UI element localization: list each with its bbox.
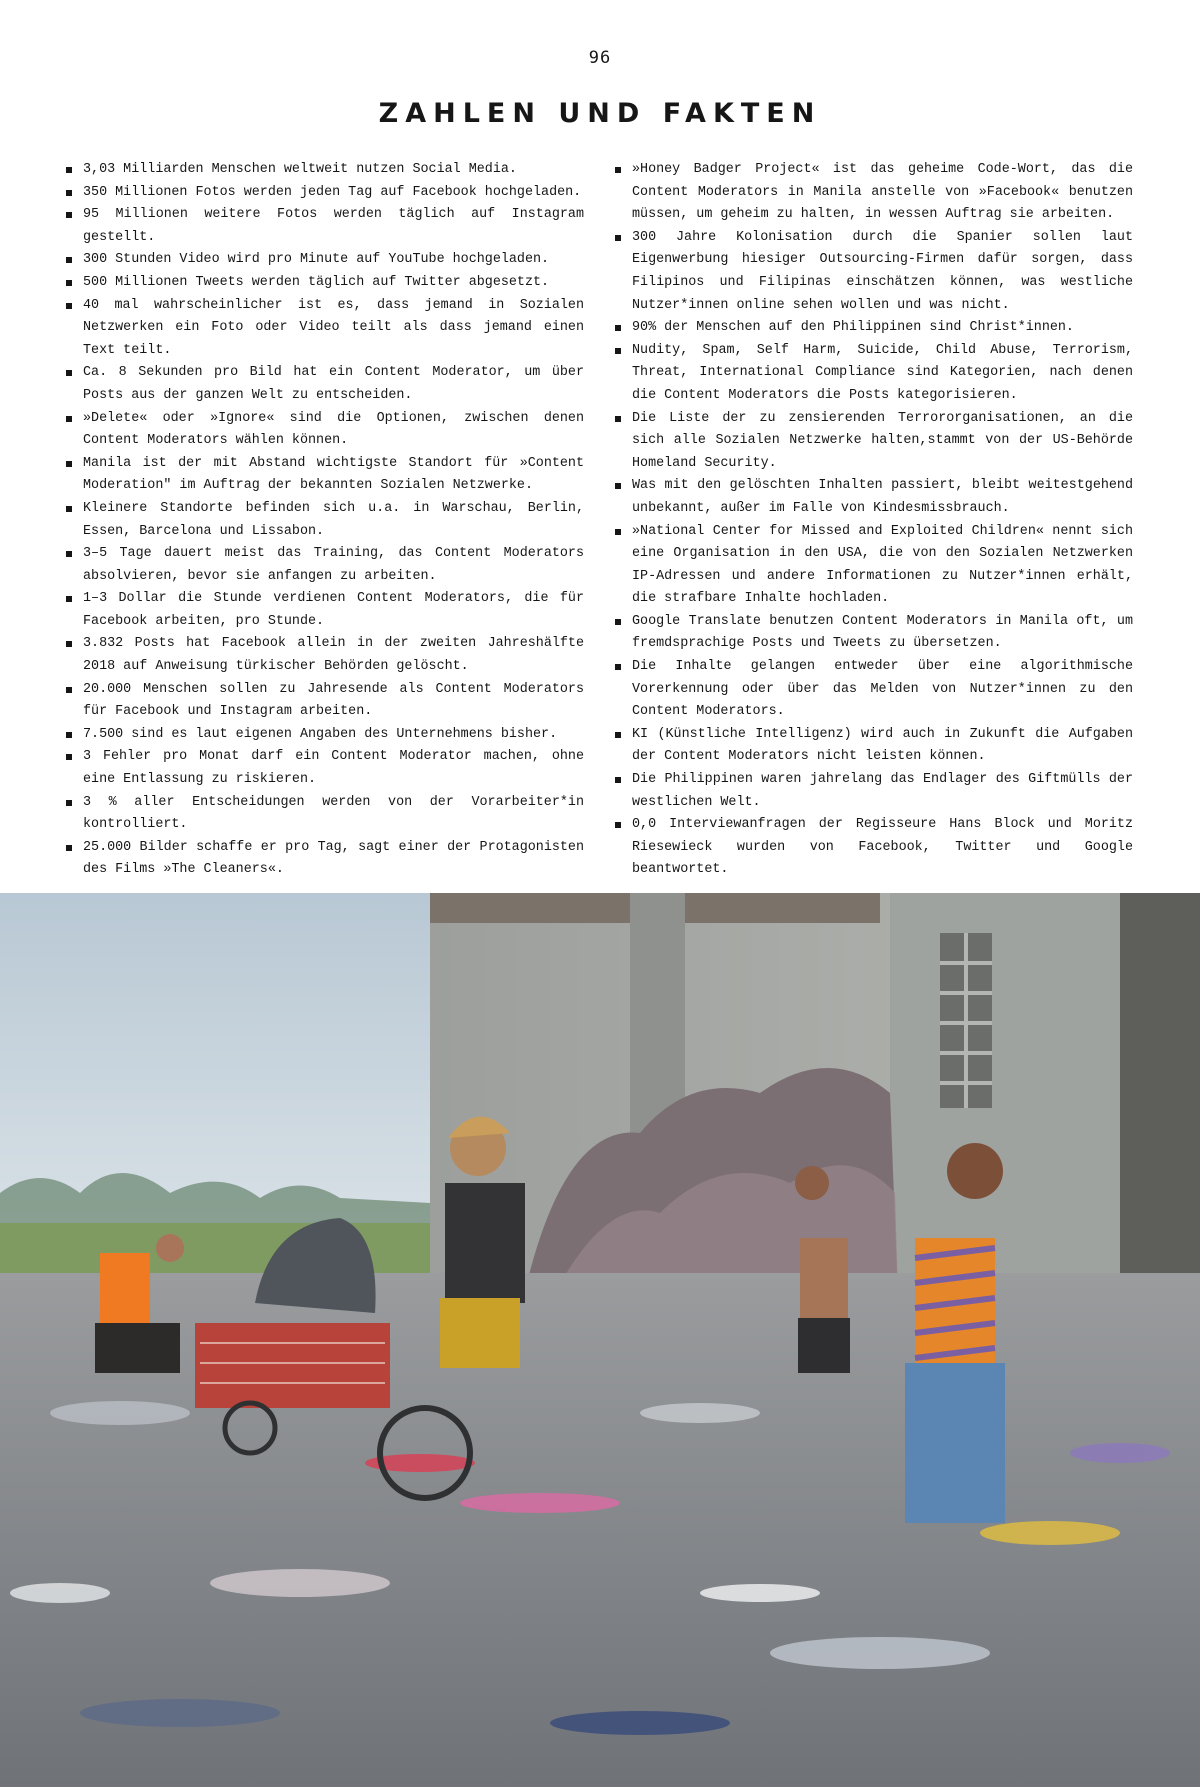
fact-text: 7.500 sind es laut eigenen Angaben des Unternehmens bisher. xyxy=(83,726,558,742)
fact-text: Manila ist der mit Abstand wichtigste Standort für »Content Moderation" im Auftrag der bekannten Sozialen Netzwerke. xyxy=(83,455,584,494)
bullet-icon xyxy=(615,822,621,828)
fact-item xyxy=(66,159,584,182)
fact-item xyxy=(615,769,1133,814)
fact-text: »Delete« oder »Ignore« sind die Optionen, zwischen denen Content Moderators wählen können. xyxy=(83,410,584,449)
bullet-icon xyxy=(615,483,621,489)
fact-item xyxy=(66,408,584,453)
bullet-icon xyxy=(66,416,72,422)
bullet-icon xyxy=(66,800,72,806)
fact-item xyxy=(66,543,584,588)
fact-text: Kleinere Standorte befinden sich u.a. in Warschau, Berlin, Essen, Barcelona und Lissabon. xyxy=(83,500,584,539)
fact-text: Was mit den gelöschten Inhalten passiert, bleibt weitestgehend unbekannt, außer im Falle von Kindesmissbrauch. xyxy=(632,478,1133,516)
fact-text: 1–3 Dollar die Stunde verdienen Content Moderators, die für Facebook arbeiten, pro Stunde. xyxy=(83,591,584,629)
fact-item xyxy=(615,724,1133,769)
fact-item xyxy=(66,295,584,363)
fact-text: 3.832 Posts hat Facebook allein in der zweiten Jahreshälfte 2018 auf Anweisung türkischer Behörden gelöscht. xyxy=(83,636,584,675)
fact-text: 300 Jahre Kolonisation durch die Spanier sollen laut Eigenwerbung hiesiger Outsourcing-Firmen dafür sorgen, dass Filipinos und Filipinas einschätzen können, was westliche Nutzer*innen online sehen wollen und was nicht. xyxy=(632,229,1133,313)
bullet-icon xyxy=(615,416,621,422)
fact-item xyxy=(66,498,584,543)
page-number: 96 xyxy=(588,48,612,68)
fact-item xyxy=(66,362,584,407)
fact-item xyxy=(615,408,1133,476)
fact-item xyxy=(615,521,1133,611)
fact-item xyxy=(615,340,1133,408)
fact-text: 3 % aller Entscheidungen werden von der Vorarbeiter*in kontrolliert. xyxy=(83,794,584,833)
bullet-icon xyxy=(66,167,72,173)
fact-item xyxy=(615,159,1133,227)
fact-item xyxy=(615,227,1133,317)
bullet-icon xyxy=(615,664,621,670)
fact-item xyxy=(615,656,1133,724)
bullet-icon xyxy=(66,732,72,738)
fact-text: 20.000 Menschen sollen zu Jahresende als Content Moderators für Facebook und Instagram arbeiten. xyxy=(83,681,584,720)
fact-text: 350 Millionen Fotos werden jeden Tag auf Facebook hochgeladen. xyxy=(83,184,582,200)
fact-text: 90% der Menschen auf den Philippinen sind Christ*innen. xyxy=(632,320,1074,336)
bullet-icon xyxy=(615,777,621,783)
bullet-icon xyxy=(615,619,621,625)
bullet-icon xyxy=(66,845,72,851)
bullet-icon xyxy=(66,754,72,760)
fact-text: 3 Fehler pro Monat darf ein Content Moderator machen, ohne eine Entlassung zu riskieren. xyxy=(83,749,584,788)
fact-text: Die Inhalte gelangen entweder über eine algorithmische Vorerkennung oder über das Melden von Nutzer*innen zu den Content Moderators. xyxy=(632,659,1133,720)
bullet-icon xyxy=(66,551,72,557)
fact-text: Die Philippinen waren jahrelang das Endlager des Giftmülls der westlichen Welt. xyxy=(632,772,1133,810)
fact-text: 500 Millionen Tweets werden täglich auf Twitter abgesetzt. xyxy=(83,274,550,290)
fact-text: Ca. 8 Sekunden pro Bild hat ein Content Moderator, um über Posts aus der ganzen Welt zu entscheiden. xyxy=(83,365,584,403)
fact-item xyxy=(66,249,584,272)
fact-text: 3,03 Milliarden Menschen weltweit nutzen Social Media. xyxy=(83,162,517,177)
fact-item xyxy=(66,679,584,724)
bullet-icon xyxy=(66,461,72,467)
fact-text: Google Translate benutzen Content Moderators in Manila oft, um fremdsprachige Posts und Tweets zu übersetzen. xyxy=(632,613,1133,652)
bullet-icon xyxy=(66,596,72,602)
fact-text: 95 Millionen weitere Fotos werden täglich auf Instagram gestellt. xyxy=(83,207,584,245)
page-title: ZAHLEN UND FAKTEN xyxy=(378,98,822,129)
fact-text: Nudity, Spam, Self Harm, Suicide, Child Abuse, Terrorism, Threat, International Compliance sind Kategorien, nach denen die Content Moderators die Posts kategorisieren. xyxy=(632,342,1133,403)
fact-text: KI (Künstliche Intelligenz) wird auch in Zukunft die Aufgaben der Content Moderators nicht leisten können. xyxy=(632,726,1133,765)
fact-item xyxy=(66,182,584,205)
fact-item xyxy=(66,837,584,882)
fact-text: 0,0 Interviewanfragen der Regisseure Hans Block und Moritz Riesewieck wurden von Facebook, Twitter und Google beantwortet. xyxy=(632,817,1133,878)
bullet-icon xyxy=(66,506,72,512)
facts-list-right xyxy=(615,159,1133,882)
fact-text: 3–5 Tage dauert meist das Training, das Content Moderators absolvieren, bevor sie anfangen zu arbeiten. xyxy=(83,546,584,584)
bullet-icon xyxy=(66,687,72,693)
bullet-icon xyxy=(66,280,72,286)
fact-item xyxy=(66,204,584,249)
fact-item xyxy=(66,746,584,791)
bullet-icon xyxy=(66,257,72,263)
fact-item xyxy=(66,724,584,747)
fact-text: 25.000 Bilder schaffe er pro Tag, sagt einer der Protagonisten des Films »The Cleaners«. xyxy=(83,839,584,878)
fact-item xyxy=(615,475,1133,520)
bullet-icon xyxy=(615,167,621,173)
bullet-icon xyxy=(66,641,72,647)
fact-item xyxy=(615,317,1133,340)
fact-item xyxy=(615,611,1133,656)
bullet-icon xyxy=(615,529,621,535)
bullet-icon xyxy=(66,303,72,309)
fact-item xyxy=(66,588,584,633)
garbage-dump-photo xyxy=(0,893,1200,1787)
bullet-icon xyxy=(66,370,72,376)
bullet-icon xyxy=(66,190,72,196)
fact-text: Die Liste der zu zensierenden Terrororganisationen, an die sich alle Sozialen Netzwerke halten,stammt von der US-Behörde Homeland Security. xyxy=(632,410,1133,471)
fact-text: 40 mal wahrscheinlicher ist es, dass jemand in Sozialen Netzwerken ein Foto oder Video teilt als dass jemand einen Text teilt. xyxy=(83,297,584,358)
fact-item xyxy=(615,814,1133,882)
fact-text: 300 Stunden Video wird pro Minute auf YouTube hochgeladen. xyxy=(83,252,550,268)
fact-text: »National Center for Missed and Exploited Children« nennt sich eine Organisation in den USA, die von den Sozialen Netzwerken IP-Adressen und andere Informationen zu Nutzer*innen erhält, die strafbare Inhalte hochladen. xyxy=(632,523,1133,607)
fact-item xyxy=(66,272,584,295)
fact-item xyxy=(66,633,584,678)
bullet-icon xyxy=(615,325,621,331)
fact-text: »Honey Badger Project« ist das geheime Code-Wort, das die Content Moderators in Manila anstelle von »Facebook« benutzen müssen, um geheim zu halten, in wessen Auftrag sie arbeiten. xyxy=(632,162,1133,223)
fact-item xyxy=(66,453,584,498)
bullet-icon xyxy=(615,348,621,354)
bullet-icon xyxy=(66,212,72,218)
fact-item xyxy=(66,792,584,837)
bullet-icon xyxy=(615,732,621,738)
bullet-icon xyxy=(615,235,621,241)
facts-list-left xyxy=(66,159,584,882)
